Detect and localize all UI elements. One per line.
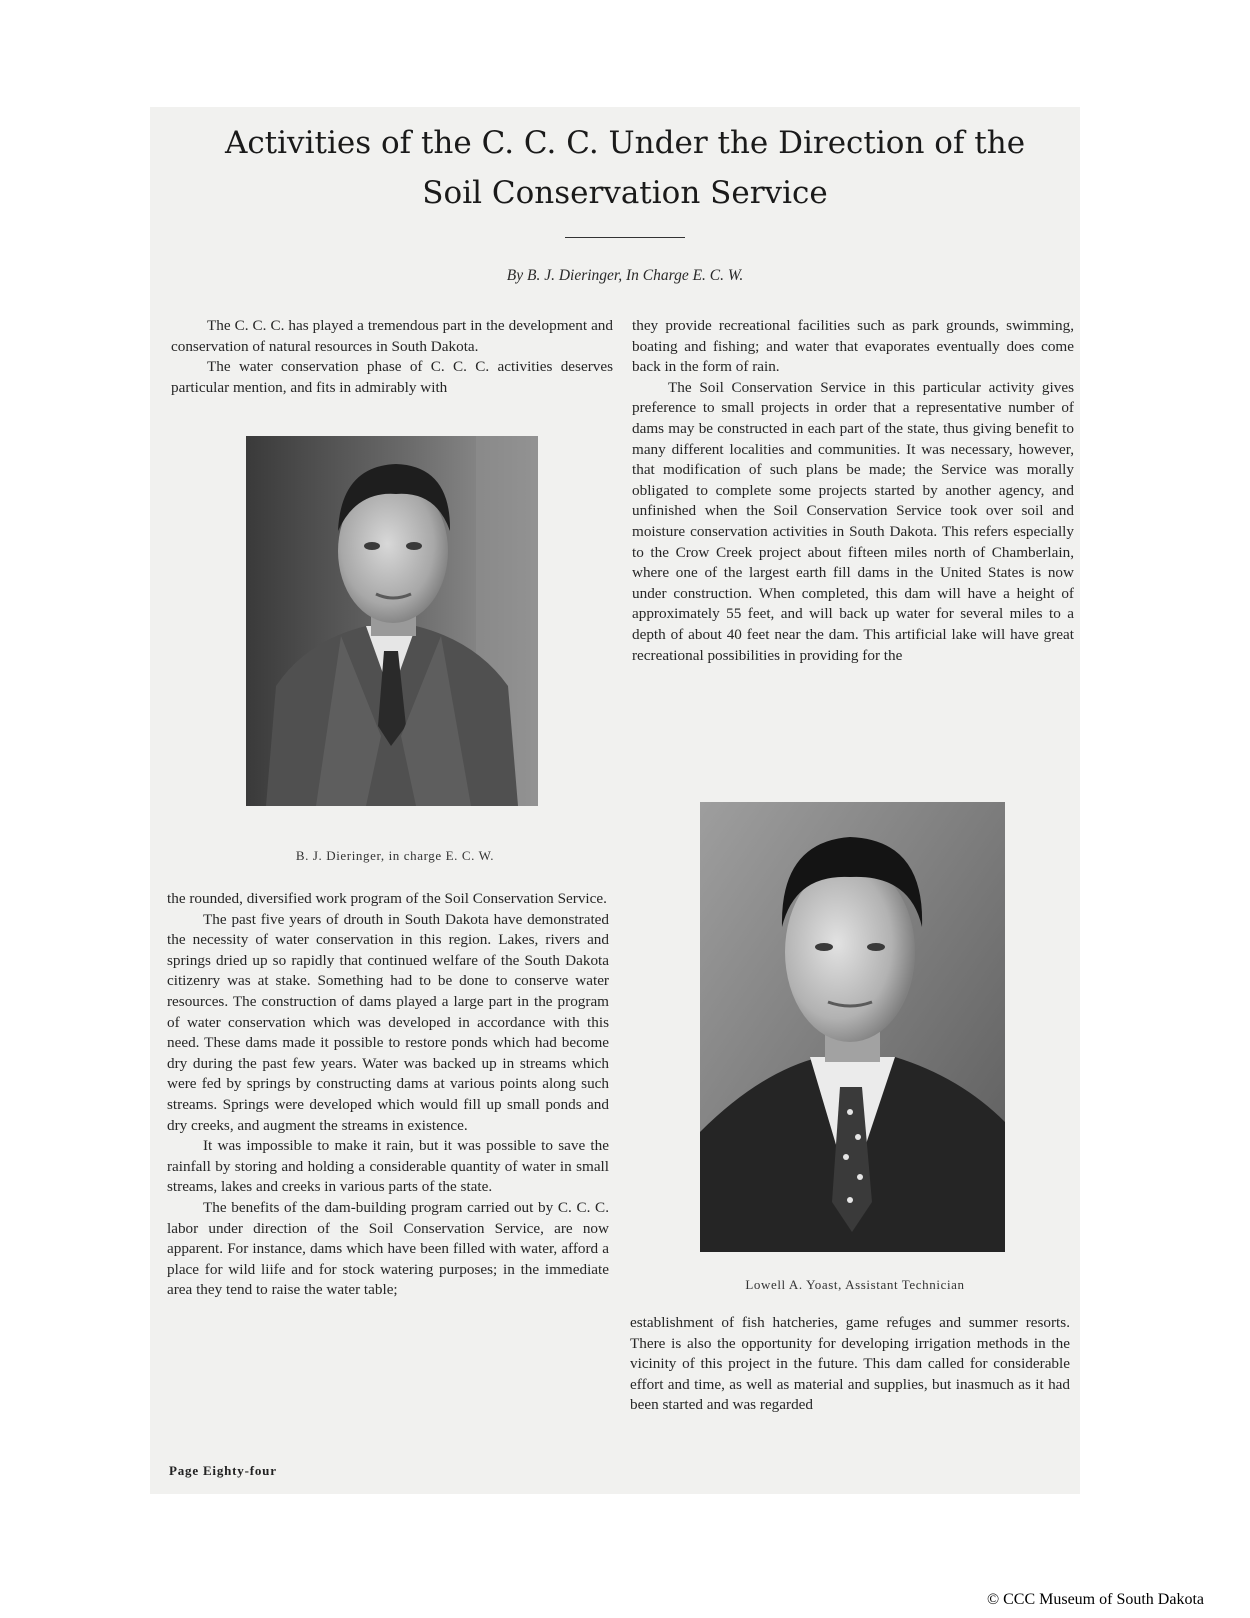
right-column-bottom-text [630,1313,1070,1416]
article-byline: By B. J. Dieringer, In Charge E. C. W. [506,267,744,284]
left-column-bottom-text [167,889,609,1301]
left-column-top-text [171,316,613,398]
paragraph: The past five years of drouth in South Dakota have demonstrated the necessity of water conservation in this region. Lakes, rivers and springs dried up so rapidly that continued welfare of the South Dakota citizenry was at stake. Something had to be done to conserve water resources. The construction of dams played a large part in the program of water conservation which was developed in accordance with this need. These dams made it possible to restore ponds which had become dry during the past few years. Water was backed up in streams which were fed by springs by constructing dams at various points along such streams. Springs were developed which would fill up small ponds and dry creeks, and augment the streams in existence. [167,910,609,1134]
page-number: Page Eighty-four [169,1463,277,1478]
article-title [0,118,1250,218]
photo-caption: B. J. Dieringer, in charge E. C. W. [295,848,495,863]
paragraph: The C. C. C. has played a tremendous part in the development and conservation of natural resources in South Dakota. [171,317,613,355]
paragraph: It was impossible to make it rain, but it was possible to save the rainfall by storing and holding a considerable quantity of water in small streams, lakes and creeks in various parts of the state. [167,1137,609,1196]
paragraph: The benefits of the dam-building program carried out by C. C. C. labor under direction of the Soil Conservation Service, are now apparent. For instance, dams which have been filled with water, afford a place for wild liife and for stock watering purposes; in the immediate area they tend to raise the water table; [167,1198,609,1299]
right-column-top-text [632,316,1074,666]
paragraph: they provide recreational facilities such as park grounds, swimming, boating and fishing; and water that evaporates eventually does come back in the form of rain. [632,317,1074,376]
paragraph: The water conservation phase of C. C. C. activities deserves particular mention, and fits in admirably with [171,358,613,396]
copyright-notice: © CCC Museum of South Dakota [986,1591,1204,1608]
paragraph: the rounded, diversified work program of the Soil Conservation Service. [167,890,607,907]
portrait-photo-dieringer [246,436,538,806]
photo-caption: Lowell A. Yoast, Assistant Technician [745,1277,965,1292]
title-divider [565,237,685,238]
portrait-photo-yoast [700,802,1005,1252]
article-title-line-2: Soil Conservation Service [422,175,828,211]
paragraph: establishment of fish hatcheries, game refuges and summer resorts. There is also the opportunity for developing irrigation methods in the vicinity of this project in the future. This dam called for considerable effort and time, as well as material and supplies, but inasmuch as it had been started and was regarded [630,1314,1070,1414]
article-title-line-1: Activities of the C. C. C. Under the Direction of the [224,125,1026,161]
paragraph: The Soil Conservation Service in this particular activity gives preference to small projects in order that a representative number of dams may be constructed in each part of the state, thus giving benefit to many different localities and communities. It was necessary, however, that modification of such plans be made; the Service was morally obligated to complete some projects started by another agency, and unfinished when the Soil Conservation Service took over soil and moisture conservation activities in South Dakota. This refers especially to the Crow Creek project about fifteen miles north of Chamberlain, where one of the largest earth fill dams in the United States is now under construction. When completed, this dam will have a height of approximately 55 feet, and will back up water for several miles to a depth of about 40 feet near the dam. This artificial lake will have great recreational possibilities in providing for the [632,378,1074,664]
